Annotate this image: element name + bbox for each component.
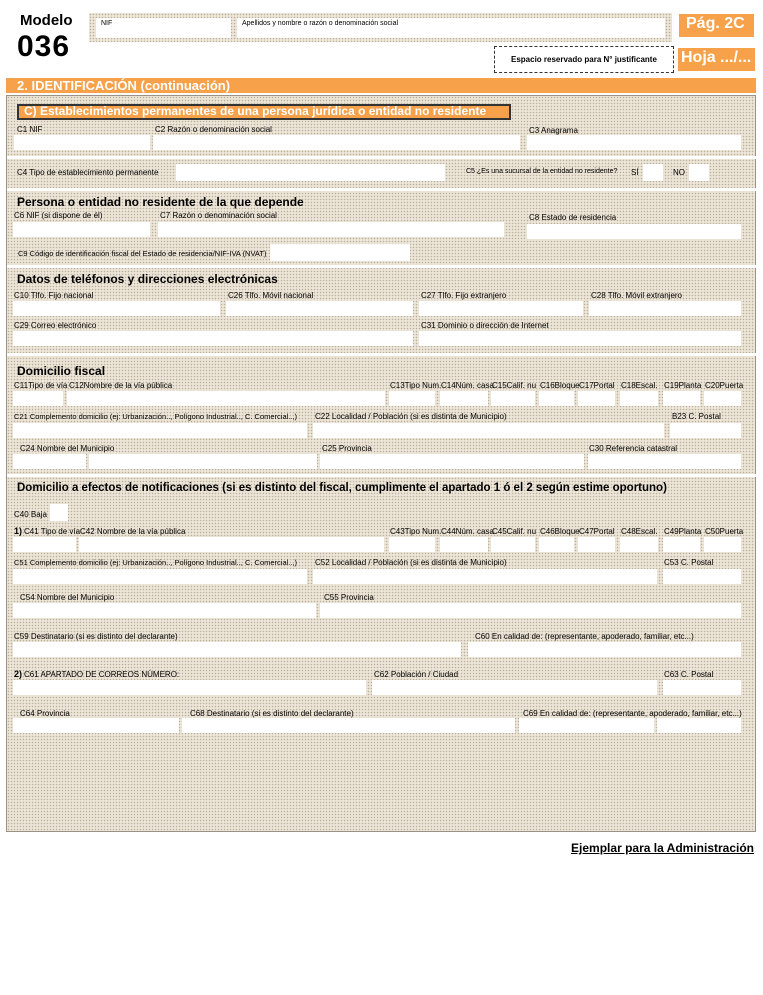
c9-input[interactable] <box>270 244 410 261</box>
c20-label: C20Puerta <box>705 381 744 390</box>
c12-label: C12Nombre de la vía pública <box>69 381 173 390</box>
c19-label: C19Planta <box>664 381 702 390</box>
c5-label: C5 ¿Es una sucursal de la entidad no residente? <box>466 168 618 175</box>
c53-input[interactable] <box>663 569 741 584</box>
c9-label: C9 Código de identificación fiscal del Estado de residencia/NIF-IVA (NVAT) <box>18 249 267 258</box>
c69-input-ext[interactable] <box>657 718 741 733</box>
c1-label: C1 NIF <box>17 125 43 134</box>
c59-input[interactable] <box>13 642 461 657</box>
c50-label: C50Puerta <box>705 527 744 536</box>
c42-input[interactable] <box>79 537 384 552</box>
c24-label: C24 Nombre del Municipio <box>20 444 115 453</box>
c40-checkbox[interactable] <box>50 504 68 521</box>
c8-label: C8 Estado de residencia <box>529 213 617 222</box>
c25-label: C25 Provincia <box>322 444 372 453</box>
c46-input[interactable] <box>539 537 574 552</box>
separator <box>7 474 756 477</box>
c6-label: C6 NIF (si dispone de él) <box>14 211 103 220</box>
c63-input[interactable] <box>663 680 741 695</box>
c14-label: C14Núm. casa <box>441 381 494 390</box>
telefonos-title: Datos de teléfonos y direcciones electrónicas <box>17 272 278 286</box>
c64-label: C64 Provincia <box>20 709 70 718</box>
separator <box>7 265 756 268</box>
c5-si-checkbox[interactable] <box>643 164 663 181</box>
c13-input[interactable] <box>389 391 435 406</box>
separator <box>7 188 756 191</box>
notificaciones-title: Domicilio a efectos de notificaciones (si es distinto del fiscal, cumplimente el apartado 1 ó el 2 según estime oportuno) <box>17 482 667 494</box>
c50-input[interactable] <box>704 537 741 552</box>
c24-input-ext[interactable] <box>89 454 317 469</box>
c41-input[interactable] <box>13 537 76 552</box>
nif-input[interactable] <box>96 18 231 38</box>
c24-input[interactable] <box>13 454 86 469</box>
c8-input[interactable] <box>527 224 741 239</box>
si-label: SÍ <box>631 168 639 177</box>
c45-input[interactable] <box>491 537 535 552</box>
c5-no-checkbox[interactable] <box>689 164 709 181</box>
apartado-2-label: 2) <box>14 669 23 679</box>
c69-input[interactable] <box>519 718 654 733</box>
c55-label: C55 Provincia <box>324 593 374 602</box>
c7-input[interactable] <box>158 222 504 237</box>
c44-input[interactable] <box>440 537 488 552</box>
c25-input[interactable] <box>320 454 584 469</box>
c18-label: C18Escal. <box>621 381 658 390</box>
c31-label: C31 Dominio o dirección de Internet <box>421 321 549 330</box>
separator <box>7 156 756 159</box>
c16-label: C16Bloque <box>540 381 580 390</box>
c49-input[interactable] <box>663 537 700 552</box>
c31-input[interactable] <box>419 331 741 346</box>
c6-input[interactable] <box>13 222 150 237</box>
persona-title: Persona o entidad no residente de la que depende <box>17 195 304 209</box>
c28-label: C28 Tlfo. Móvil extranjero <box>591 291 682 300</box>
c11-label: C11Tipo de vía <box>14 381 68 390</box>
c7-label: C7 Razón o denominación social <box>160 211 277 220</box>
c53-label: C53 C. Postal <box>664 558 714 567</box>
c68-label: C68 Destinatario (si es distinto del declarante) <box>190 709 354 718</box>
c27-input[interactable] <box>419 301 583 316</box>
c2-input[interactable] <box>153 135 520 150</box>
c68-input[interactable] <box>182 718 515 733</box>
c51-label: C51 Complemento domicilio (ej: Urbanización.., Polígono Industrial.., C. Comercial..,) <box>14 558 298 567</box>
c49-label: C49Planta <box>664 527 702 536</box>
modelo-number: 036 <box>17 30 71 63</box>
c16-input[interactable] <box>539 391 574 406</box>
subsection-c-title: C) Establecimientos permanentes de una persona jurídica o entidad no residente <box>24 104 487 118</box>
c4-input[interactable] <box>176 164 445 181</box>
c15-label: C15Calif. nu <box>492 381 537 390</box>
c11-input[interactable] <box>13 391 63 406</box>
c14-input[interactable] <box>440 391 488 406</box>
c21-label: C21 Complemento domicilio (ej: Urbanización.., Polígono Industrial.., C. Comercial..,) <box>14 412 298 421</box>
c17-label: C17Portal <box>579 381 615 390</box>
domicilio-title: Domicilio fiscal <box>17 364 106 378</box>
c40-label: C40 Baja <box>14 510 47 519</box>
c19-input[interactable] <box>663 391 700 406</box>
c18-input[interactable] <box>620 391 658 406</box>
footer-label: Ejemplar para la Administración <box>571 841 754 855</box>
c48-input[interactable] <box>620 537 658 552</box>
c54-input[interactable] <box>13 603 316 618</box>
c69-label: C69 En calidad de: (representante, apoderado, familiar, etc...) <box>523 709 742 718</box>
c64-input[interactable] <box>13 718 179 733</box>
c60-input[interactable] <box>468 642 741 657</box>
c2-label: C2 Razón o denominación social <box>155 125 272 134</box>
c46-label: C46Bloque <box>540 527 580 536</box>
c63-label: C63 C. Postal <box>664 670 714 679</box>
apellidos-label: Apellidos y nombre o razón o denominación social <box>242 20 399 27</box>
c4-label: C4 Tipo de establecimiento permanente <box>17 168 159 177</box>
c1-input[interactable] <box>14 135 150 150</box>
c59-label: C59 Destinatario (si es distinto del declarante) <box>14 632 178 641</box>
c12-input[interactable] <box>67 391 385 406</box>
c44-label: C44Núm. casa <box>441 527 494 536</box>
b23-input[interactable] <box>670 423 741 438</box>
c3-label: C3 Anagrama <box>529 126 578 135</box>
c30-input[interactable] <box>588 454 741 469</box>
c28-input[interactable] <box>589 301 741 316</box>
c22-input[interactable] <box>313 423 664 438</box>
c29-input[interactable] <box>13 331 413 346</box>
c47-label: C47Portal <box>579 527 615 536</box>
no-label: NO <box>673 168 685 177</box>
c10-label: C10 Tlfo. Fijo nacional <box>14 291 94 300</box>
c43-input[interactable] <box>389 537 435 552</box>
c30-label: C30 Referencia catastral <box>589 444 678 453</box>
c43-label: C43Tipo Num. <box>390 527 442 536</box>
c21-input[interactable] <box>13 423 307 438</box>
c10-input[interactable] <box>13 301 220 316</box>
c29-label: C29 Correo electrónico <box>14 321 97 330</box>
c42-label: C42 Nombre de la vía pública <box>80 527 186 536</box>
c13-label: C13Tipo Num. <box>390 381 442 390</box>
c55-input[interactable] <box>320 603 741 618</box>
c61-label: C61 APARTADO DE CORREOS NÚMERO: <box>24 670 180 679</box>
c62-label: C62 Población / Ciudad <box>374 670 459 679</box>
c22-label: C22 Localidad / Población (si es distinta de Municipio) <box>315 412 507 421</box>
section-title: 2. IDENTIFICACIÓN (continuación) <box>17 78 231 93</box>
c26-input[interactable] <box>226 301 413 316</box>
c41-label: C41 Tipo de vía <box>24 527 81 536</box>
justificante-label: Espacio reservado para N° justificante <box>511 55 657 64</box>
c15-input[interactable] <box>491 391 535 406</box>
c51-input[interactable] <box>13 569 307 584</box>
c52-input[interactable] <box>313 569 657 584</box>
c60-label: C60 En calidad de: (representante, apoderado, familiar, etc...) <box>475 632 694 641</box>
c62-input[interactable] <box>372 680 657 695</box>
c17-input[interactable] <box>578 391 615 406</box>
c27-label: C27 Tlfo. Fijo extranjero <box>421 291 507 300</box>
c48-label: C48Escal. <box>621 527 658 536</box>
c47-input[interactable] <box>578 537 615 552</box>
b23-label: B23 C. Postal <box>672 412 721 421</box>
hoja-label: Hoja .../... <box>681 49 752 66</box>
c26-label: C26 Tlfo. Móvil nacional <box>228 291 314 300</box>
c54-label: C54 Nombre del Municipio <box>20 593 115 602</box>
nif-label: NIF <box>101 20 113 27</box>
modelo-label: Modelo <box>20 12 73 29</box>
separator <box>7 353 756 356</box>
apartado-1-label: 1) <box>14 526 23 536</box>
c45-label: C45Calif. nu <box>492 527 537 536</box>
c52-label: C52 Localidad / Población (si es distinta de Municipio) <box>315 558 507 567</box>
c3-input[interactable] <box>527 135 741 150</box>
c61-input[interactable] <box>13 680 366 695</box>
page-label: Pág. 2C <box>686 15 745 32</box>
c20-input[interactable] <box>704 391 741 406</box>
